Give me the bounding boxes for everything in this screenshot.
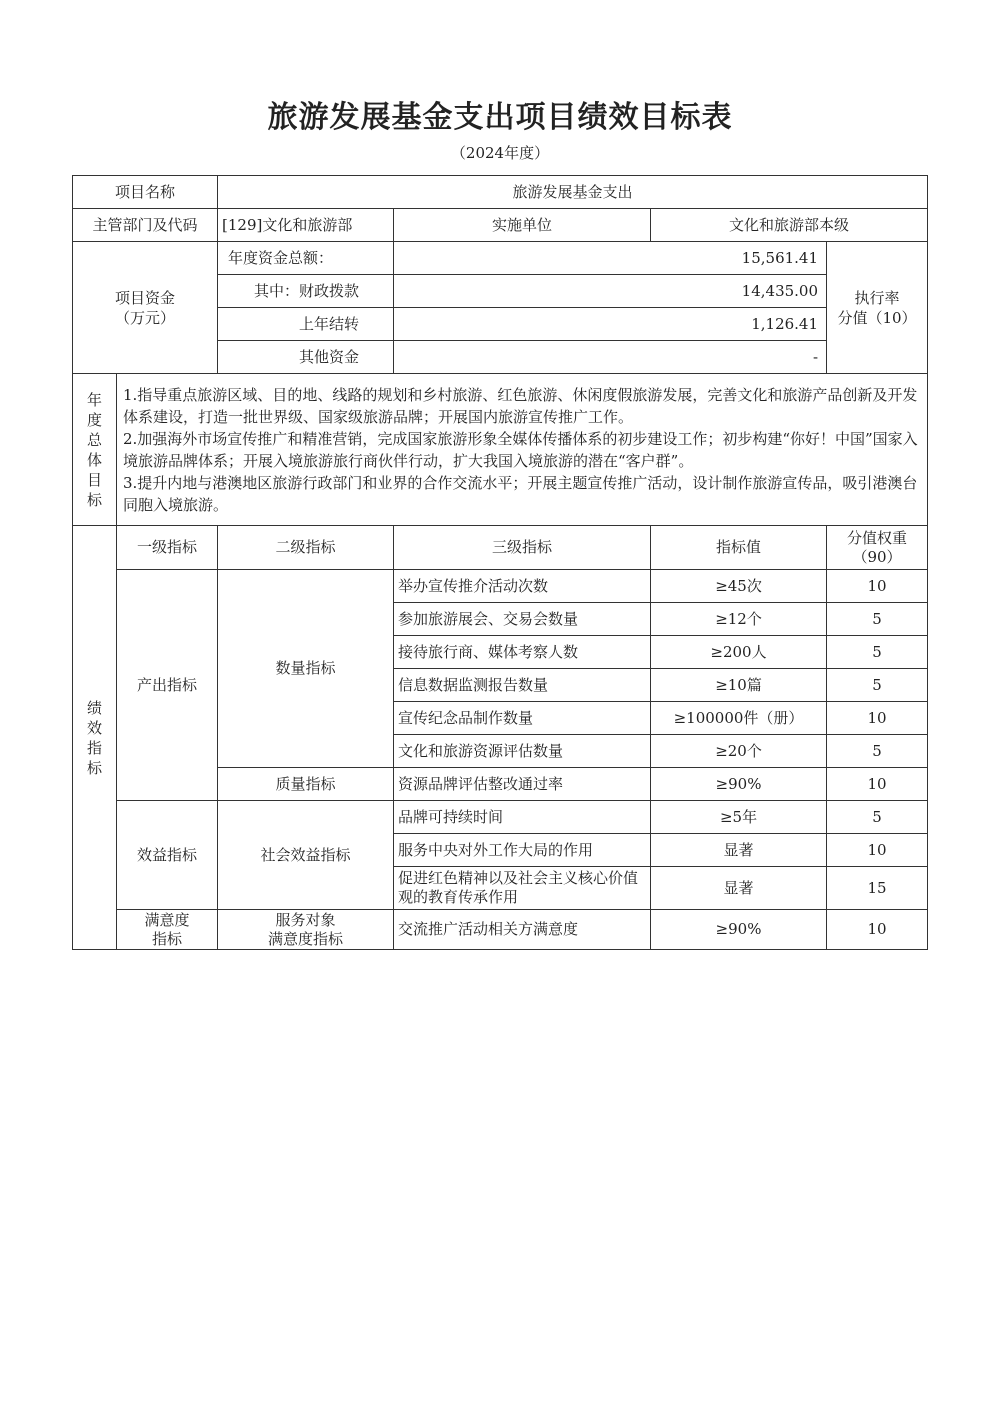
funds-label-line2: （万元） — [115, 308, 176, 327]
table-row — [73, 570, 928, 603]
implementing-unit-value: 文化和旅游部本级 — [651, 209, 928, 242]
indicator-name: 交流推广活动相关方满意度 — [394, 910, 651, 950]
indicator-name: 宣传纪念品制作数量 — [394, 702, 651, 735]
funds-other-value: - — [394, 341, 827, 374]
indicator-weight: 5 — [827, 801, 928, 834]
indicator-weight: 15 — [827, 867, 928, 910]
funds-carryover-value: 1,126.41 — [394, 308, 827, 341]
indicator-value: ≥5年 — [651, 801, 827, 834]
indicator-weight: 10 — [827, 834, 928, 867]
department-row — [73, 209, 928, 242]
indicator-name: 促进红色精神以及社会主义核心价值观的教育传承作用 — [394, 867, 651, 910]
department-value: [129]文化和旅游部 — [218, 209, 394, 242]
goal-item: 2.加强海外市场宣传推广和精准营销，完成国家旅游形象全媒体传播体系的初步建设工作；初步构建“你好！中国”国家入境旅游品牌体系；开展入境旅游旅行商伙伴行动，扩大我国入境旅游的潜在“客户群”。 — [123, 429, 918, 470]
indicators-section-text: 绩效指标 — [86, 698, 102, 777]
indicator-weight: 10 — [827, 910, 928, 950]
indicator-value: ≥45次 — [651, 570, 827, 603]
indicator-value: ≥20个 — [651, 735, 827, 768]
indicator-value: ≥10篇 — [651, 669, 827, 702]
funds-label-line1: 项目资金 — [115, 288, 176, 307]
execution-rate-line1: 执行率 — [854, 288, 900, 307]
goals-content — [117, 374, 928, 526]
funds-total-label: 年度资金总额： — [218, 242, 394, 275]
execution-rate-line2: 分值（10） — [837, 308, 917, 327]
page-title: 旅游发展基金支出项目绩效目标表 — [267, 100, 733, 135]
group-service-line1: 服务对象 — [275, 910, 336, 929]
table-row — [73, 801, 928, 834]
funds-other-label: 其他资金 — [218, 341, 394, 374]
goal-item: 1.指导重点旅游区域、目的地、线路的规划和乡村旅游、红色旅游、休闲度假旅游发展，完善文化和旅游产品创新及开发体系建设，打造一批世界级、国家级旅游品牌；开展国内旅游宣传推广工作。 — [123, 385, 918, 426]
group-satisfaction-line2: 指标 — [152, 929, 183, 948]
group-output: 产出指标 — [117, 570, 218, 801]
goals-row — [73, 374, 928, 526]
goals-label — [73, 374, 117, 526]
header-weight-line2: （90） — [852, 547, 902, 566]
indicator-name: 信息数据监测报告数量 — [394, 669, 651, 702]
header-value: 指标值 — [651, 526, 827, 570]
indicator-name: 资源品牌评估整改通过率 — [394, 768, 651, 801]
indicator-weight: 10 — [827, 768, 928, 801]
table-row — [73, 910, 928, 950]
indicator-name: 品牌可持续时间 — [394, 801, 651, 834]
group-service — [218, 910, 394, 950]
group-benefit: 效益指标 — [117, 801, 218, 910]
group-satisfaction — [117, 910, 218, 950]
indicator-value: ≥100000件（册） — [651, 702, 827, 735]
indicator-weight: 5 — [827, 735, 928, 768]
indicator-value: 显著 — [651, 834, 827, 867]
group-quantity: 数量指标 — [218, 570, 394, 768]
indicator-weight: 5 — [827, 669, 928, 702]
project-name-value: 旅游发展基金支出 — [218, 176, 928, 209]
group-satisfaction-line1: 满意度 — [144, 910, 190, 929]
goal-item: 3.提升内地与港澳地区旅游行政部门和业界的合作交流水平；开展主题宣传推广活动，设计制作旅游宣传品，吸引港澳台同胞入境旅游。 — [123, 473, 918, 514]
indicator-weight: 5 — [827, 636, 928, 669]
indicator-value: 显著 — [651, 867, 827, 910]
funds-carryover-label: 上年结转 — [218, 308, 394, 341]
header-weight-line1: 分值权重 — [847, 528, 908, 547]
performance-table — [72, 175, 928, 950]
department-label: 主管部门及代码 — [73, 209, 218, 242]
execution-rate-cell — [827, 242, 928, 374]
indicator-name: 举办宣传推介活动次数 — [394, 570, 651, 603]
indicator-value: ≥12个 — [651, 603, 827, 636]
project-name-row — [73, 176, 928, 209]
indicator-name: 参加旅游展会、交易会数量 — [394, 603, 651, 636]
funds-fiscal-value: 14,435.00 — [394, 275, 827, 308]
indicator-weight: 5 — [827, 603, 928, 636]
indicator-name: 接待旅行商、媒体考察人数 — [394, 636, 651, 669]
header-weight — [827, 526, 928, 570]
group-quality: 质量指标 — [218, 768, 394, 801]
funds-row-total — [73, 242, 928, 275]
group-service-line2: 满意度指标 — [268, 929, 344, 948]
project-name-label: 项目名称 — [73, 176, 218, 209]
goals-label-text: 年度总体目标 — [86, 390, 102, 509]
indicator-name: 服务中央对外工作大局的作用 — [394, 834, 651, 867]
indicator-name: 文化和旅游资源评估数量 — [394, 735, 651, 768]
header-level1: 一级指标 — [117, 526, 218, 570]
implementing-unit-label: 实施单位 — [394, 209, 651, 242]
indicator-value: ≥90% — [651, 910, 827, 950]
funds-total-value: 15,561.41 — [394, 242, 827, 275]
indicator-weight: 10 — [827, 570, 928, 603]
funds-label — [73, 242, 218, 374]
header-level3: 三级指标 — [394, 526, 651, 570]
indicator-value: ≥200人 — [651, 636, 827, 669]
indicator-weight: 10 — [827, 702, 928, 735]
indicators-header-row — [73, 526, 928, 570]
header-level2: 二级指标 — [218, 526, 394, 570]
page-subtitle: （2024年度） — [450, 144, 550, 162]
indicator-value: ≥90% — [651, 768, 827, 801]
funds-fiscal-label: 其中：财政拨款 — [218, 275, 394, 308]
indicators-section-label — [73, 526, 117, 950]
group-social: 社会效益指标 — [218, 801, 394, 910]
